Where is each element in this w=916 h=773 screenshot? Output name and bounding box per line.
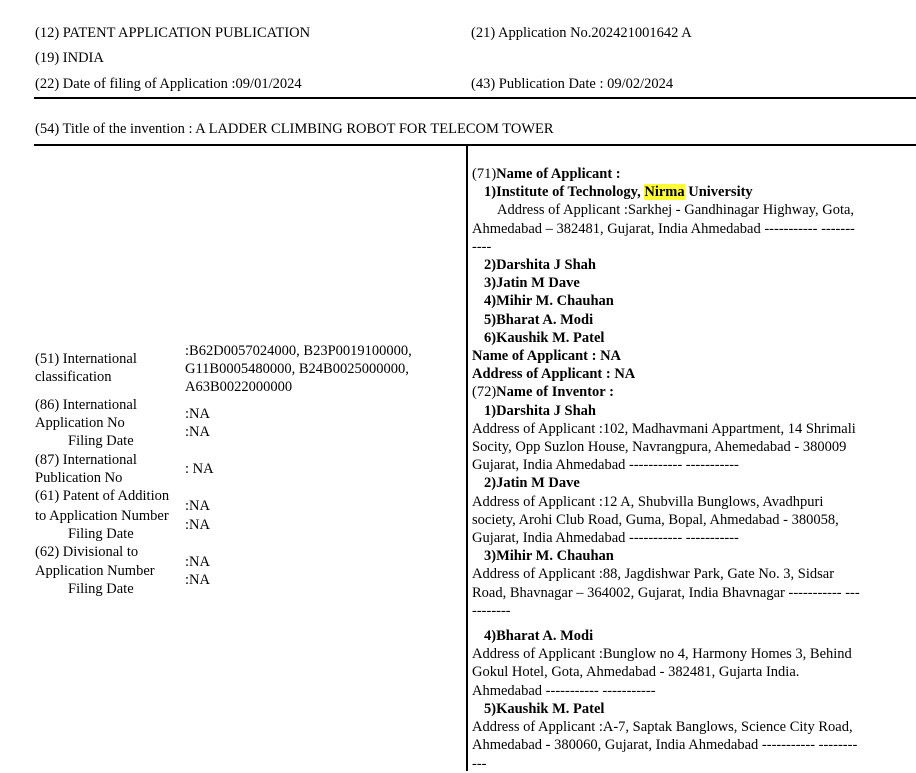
field-87-label-2: Publication No	[35, 470, 123, 486]
inventor-5-address-line-2: Ahmedabad - 380060, Gujarat, India Ahmedabad ----------- --------	[472, 737, 858, 754]
inventor-4-address-line-3: Ahmedabad ----------- -----------	[472, 682, 656, 699]
applicant-1-name-part: 1)Institute of Technology,	[484, 184, 645, 201]
inventor-1-name: 1)Darshita J Shah	[484, 402, 596, 419]
field-62-label-2: Application Number	[35, 563, 155, 579]
inventor-2-name: 2)Jatin M Dave	[484, 475, 580, 492]
inventor-2-address-line-1: Address of Applicant :12 A, Shubvilla Bunglows, Avadhpuri	[472, 493, 824, 510]
column-divider	[466, 145, 468, 771]
field-51-label-2: classification	[35, 369, 112, 385]
publication-date: (43) Publication Date : 09/02/2024	[471, 76, 674, 92]
inventor-3-address-line-1: Address of Applicant :88, Jagdishwar Park, Gate No. 3, Sidsar	[472, 566, 835, 583]
applicant-1-address-line-1: Address of Applicant :Sarkhej - Gandhinagar Highway, Gota,	[497, 202, 855, 219]
field-71-number: (71)	[472, 166, 497, 182]
field-87-value: : NA	[185, 461, 214, 477]
applicant-1-address-line-2: Ahmedabad – 382481, Gujarat, India Ahmedabad ----------- -------	[472, 220, 855, 237]
inventor-heading	[472, 383, 908, 401]
field-51-value-2: G11B0005480000, B24B0025000000,	[185, 361, 409, 377]
field-61-value-2: :NA	[185, 517, 210, 533]
inventor-1-address-line-1: Address of Applicant :102, Madhavmani Appartment, 14 Shrimali	[472, 420, 856, 437]
inventor-4-address-line-2: Gokul Hotel, Gota, Ahmedabad - 382481, Gujarta India.	[472, 664, 800, 681]
inventor-4-name: 4)Bharat A. Modi	[484, 628, 594, 645]
field-51-value-3: A63B0022000000	[185, 379, 293, 395]
field-62-value-1: :NA	[185, 554, 210, 570]
filing-date: (22) Date of filing of Application :09/01/2024	[35, 76, 302, 92]
applicant-4-name: 4)Mihir M. Chauhan	[484, 293, 614, 310]
inventor-5-address-line-3: ---	[472, 755, 487, 772]
field-86-label-1: (86) International	[35, 397, 137, 413]
address-of-applicant-na: Address of Applicant : NA	[472, 366, 636, 383]
field-62-label-3: Filing Date	[68, 581, 134, 597]
field-72-number: (72)	[472, 384, 497, 401]
inventor-4-address-line-1: Address of Applicant :Bunglow no 4, Harmony Homes 3, Behind	[472, 646, 852, 663]
applicant-2-name: 2)Darshita J Shah	[484, 257, 596, 274]
field-71-title: Name of Applicant :	[496, 166, 621, 182]
applicant-3-name: 3)Jatin M Dave	[484, 275, 580, 292]
inventor-5-address-line-1: Address of Applicant :A-7, Saptak Banglows, Science City Road,	[472, 719, 853, 736]
inventor-1-address-line-3: Gujarat, India Ahmedabad ----------- -----------	[472, 457, 739, 474]
field-86-value-1: :NA	[185, 406, 210, 422]
field-62-label-1: (62) Divisional to	[35, 544, 139, 560]
field-72-title: Name of Inventor :	[496, 384, 614, 401]
field-61-label-1: (61) Patent of Addition	[35, 488, 170, 504]
publication-type: (12) PATENT APPLICATION PUBLICATION	[35, 25, 311, 41]
highlighted-word: Nirma	[644, 184, 685, 201]
applicant-1-name-end: University	[684, 184, 753, 201]
field-61-label-3: Filing Date	[68, 526, 134, 542]
field-51-value-1: :B62D0057024000, B23P0019100000,	[185, 343, 412, 359]
field-87-label-1: (87) International	[35, 452, 137, 468]
field-86-label-2: Application No	[35, 415, 125, 431]
inventor-3-address-line-2: Road, Bhavnagar – 364002, Gujarat, India Bhavnagar ----------- ---	[472, 584, 860, 601]
inventor-3-name: 3)Mihir M. Chauhan	[484, 548, 614, 565]
country: (19) INDIA	[35, 50, 104, 66]
inventor-1-address-line-2: Socity, Opp Suzlon House, Navrangpura, Ahemedabad - 380009	[472, 439, 847, 456]
field-62-value-2: :NA	[185, 572, 210, 588]
field-86-label-3: Filing Date	[68, 433, 134, 449]
applicant-5-name: 5)Bharat A. Modi	[484, 311, 594, 328]
field-86-value-2: :NA	[185, 424, 210, 440]
field-61-label-2: to Application Number	[35, 508, 169, 524]
application-number: (21) Application No.202421001642 A	[471, 25, 692, 41]
applicant-1-address-line-3: ----	[472, 238, 492, 255]
applicant-1-name	[472, 183, 908, 201]
field-51-label-1: (51) International	[35, 351, 137, 367]
applicant-6-name: 6)Kaushik M. Patel	[484, 329, 605, 346]
header-divider	[34, 97, 916, 99]
title-divider	[34, 144, 916, 146]
inventor-2-address-line-2: society, Arohi Club Road, Guma, Bopal, Ahmedabad - 380058,	[472, 511, 839, 528]
name-of-applicant-na: Name of Applicant : NA	[472, 348, 622, 365]
applicant-heading	[472, 165, 908, 183]
invention-title: (54) Title of the invention : A LADDER CLIMBING ROBOT FOR TELECOM TOWER	[35, 121, 554, 137]
inventor-2-address-line-3: Gujarat, India Ahmedabad ----------- -----------	[472, 530, 739, 547]
applicant-inventor-section	[472, 165, 908, 773]
inventor-5-name: 5)Kaushik M. Patel	[484, 700, 605, 717]
field-61-value-1: :NA	[185, 498, 210, 514]
inventor-3-address-line-3: --------	[472, 602, 511, 619]
